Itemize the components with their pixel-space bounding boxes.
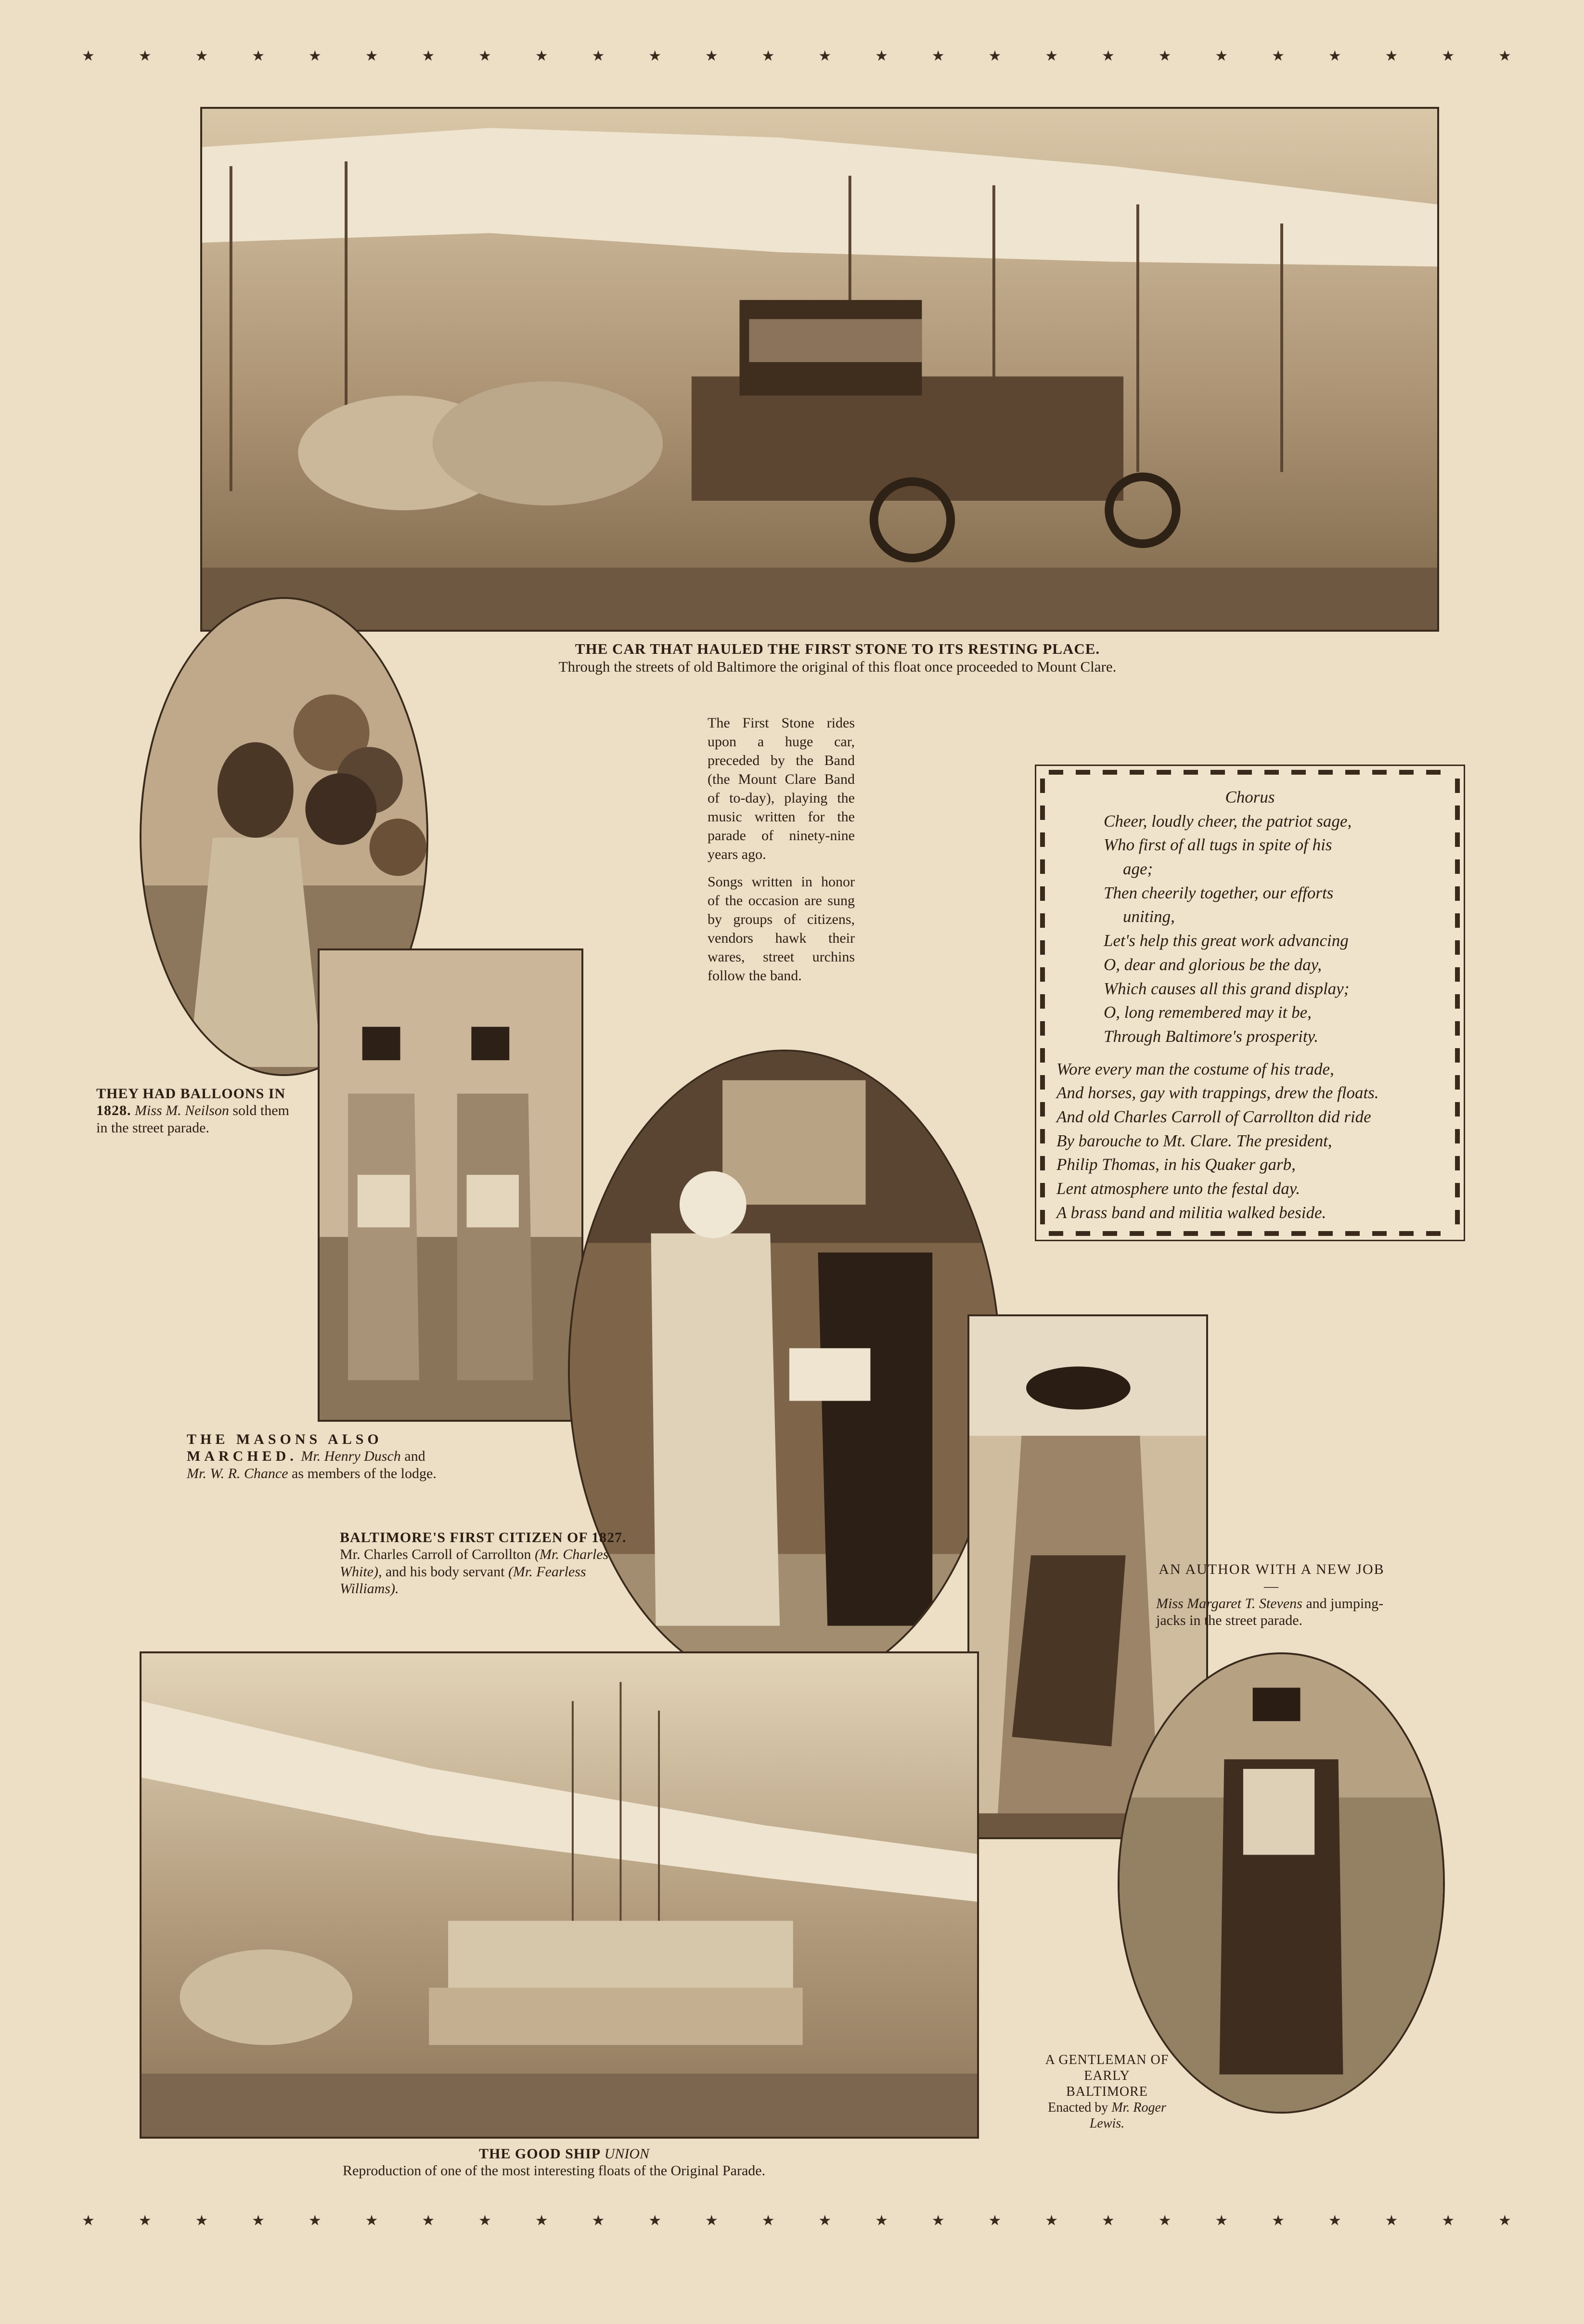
article-paragraph-1: The First Stone rides upon a huge car, preceded by the Band (the Mount Clare Band of to-day), playing the music written for the parade of ninety-nine years ago. bbox=[708, 715, 855, 862]
caption-balloons-body: sold them in the street parade. bbox=[96, 1103, 289, 1136]
caption-masons-name1: Mr. Henry Dusch bbox=[301, 1448, 401, 1465]
chorus-line: Who first of all tugs in spite of his bbox=[1104, 835, 1332, 855]
caption-first-citizen bbox=[340, 1529, 638, 1597]
chorus-line: uniting, bbox=[1123, 907, 1175, 926]
caption-balloons-title: THEY HAD BALLOONS IN 1828. bbox=[96, 1086, 286, 1119]
star-glyph: ★ bbox=[1101, 48, 1115, 64]
caption-masons bbox=[187, 1431, 447, 1482]
star-glyph: ★ bbox=[252, 48, 265, 64]
caption-masons-body: as members of the lodge. bbox=[292, 1465, 437, 1481]
star-glyph: ★ bbox=[818, 48, 832, 64]
caption-good-ship-union bbox=[343, 2145, 786, 2180]
caption-citizen-title: BALTIMORE'S FIRST CITIZEN OF 1827. bbox=[340, 1530, 627, 1545]
chorus-line: age; bbox=[1123, 859, 1153, 879]
caption-ship-title-italic: UNION bbox=[604, 2146, 649, 2162]
poem-border-right bbox=[1455, 779, 1460, 1227]
star-glyph: ★ bbox=[1158, 48, 1172, 64]
star-glyph: ★ bbox=[82, 2213, 95, 2229]
caption-gentleman-name: Mr. Roger Lewis. bbox=[1089, 2100, 1166, 2131]
poem-border-left bbox=[1040, 779, 1045, 1227]
verse-line: Philip Thomas, in his Quaker garb, bbox=[1056, 1155, 1296, 1174]
caption-first-stone-title: THE CAR THAT HAULED THE FIRST STONE TO ITS RESTING PLACE. bbox=[575, 640, 1100, 657]
caption-author-title: AN AUTHOR WITH A NEW JOB— bbox=[1159, 1561, 1385, 1595]
star-glyph: ★ bbox=[931, 48, 945, 64]
star-glyph: ★ bbox=[705, 48, 718, 64]
star-glyph: ★ bbox=[1272, 2213, 1285, 2229]
caption-balloons-name: Miss M. Neilson bbox=[135, 1103, 229, 1119]
star-glyph: ★ bbox=[648, 48, 662, 64]
caption-balloons bbox=[96, 1085, 303, 1136]
star-glyph: ★ bbox=[988, 48, 1002, 64]
chorus-line: O, long remembered may it be, bbox=[1104, 1003, 1312, 1022]
star-glyph: ★ bbox=[1045, 2213, 1058, 2229]
caption-masons-and: and bbox=[404, 1448, 425, 1465]
caption-masons-name2: Mr. W. R. Chance bbox=[187, 1465, 288, 1481]
caption-ship-title: THE GOOD SHIP bbox=[479, 2146, 601, 2162]
chorus-line: Which causes all this grand display; bbox=[1104, 979, 1350, 998]
photo-gentleman bbox=[1118, 1652, 1445, 2114]
star-glyph: ★ bbox=[195, 48, 208, 64]
star-glyph: ★ bbox=[1442, 2213, 1455, 2229]
caption-citizen-body1: Mr. Charles Carroll of Carrollton bbox=[340, 1546, 531, 1563]
star-glyph: ★ bbox=[1328, 2213, 1341, 2229]
chorus-line: Through Baltimore's prosperity. bbox=[1104, 1026, 1318, 1046]
star-glyph: ★ bbox=[761, 48, 775, 64]
caption-masons-title: THE MASONS ALSO MARCHED. bbox=[187, 1431, 383, 1465]
caption-first-stone-body: Through the streets of old Baltimore the original of this float once proceeded to Mount Clare. bbox=[558, 658, 1117, 675]
poem-border-bottom bbox=[1049, 1231, 1451, 1236]
caption-author bbox=[1156, 1561, 1387, 1629]
star-glyph: ★ bbox=[308, 48, 322, 64]
star-glyph: ★ bbox=[931, 2213, 945, 2229]
caption-citizen-name2: (Mr. Fearless Williams). bbox=[340, 1563, 586, 1597]
star-glyph: ★ bbox=[875, 48, 888, 64]
chorus-line: O, dear and glorious be the day, bbox=[1104, 955, 1322, 974]
photo-good-ship-union bbox=[140, 1651, 979, 2139]
chorus-line: Then cheerily together, our efforts bbox=[1104, 883, 1334, 902]
verse-line: And horses, gay with trappings, drew the floats. bbox=[1056, 1083, 1379, 1103]
star-glyph: ★ bbox=[478, 48, 491, 64]
caption-gentleman-body: Enacted by bbox=[1048, 2100, 1108, 2116]
star-glyph: ★ bbox=[1328, 48, 1341, 64]
poem-verse bbox=[1036, 1057, 1464, 1225]
star-row-bottom bbox=[82, 2214, 1511, 2228]
photo-masons bbox=[318, 948, 583, 1422]
star-glyph: ★ bbox=[592, 2213, 605, 2229]
star-glyph: ★ bbox=[535, 48, 548, 64]
chorus-line: Let's help this great work advancing bbox=[1104, 931, 1349, 950]
verse-line: Lent atmosphere unto the festal day. bbox=[1056, 1179, 1301, 1198]
verse-line: And old Charles Carroll of Carrollton did ride bbox=[1056, 1107, 1371, 1126]
star-glyph: ★ bbox=[1385, 2213, 1398, 2229]
star-glyph: ★ bbox=[1101, 2213, 1115, 2229]
star-glyph: ★ bbox=[1272, 48, 1285, 64]
star-glyph: ★ bbox=[252, 2213, 265, 2229]
star-glyph: ★ bbox=[1045, 48, 1058, 64]
star-glyph: ★ bbox=[1442, 48, 1455, 64]
caption-first-stone bbox=[549, 640, 1126, 675]
star-glyph: ★ bbox=[592, 48, 605, 64]
poem-border-top bbox=[1049, 770, 1451, 775]
verse-line: A brass band and militia walked beside. bbox=[1056, 1203, 1326, 1222]
star-glyph: ★ bbox=[422, 2213, 435, 2229]
star-glyph: ★ bbox=[875, 2213, 888, 2229]
star-glyph: ★ bbox=[1215, 48, 1228, 64]
star-glyph: ★ bbox=[82, 48, 95, 64]
star-glyph: ★ bbox=[705, 2213, 718, 2229]
star-glyph: ★ bbox=[648, 2213, 662, 2229]
chorus-poem-box bbox=[1035, 765, 1465, 1241]
article-column bbox=[708, 714, 855, 994]
chorus-line: Cheer, loudly cheer, the patriot sage, bbox=[1104, 811, 1352, 831]
star-glyph: ★ bbox=[1215, 2213, 1228, 2229]
star-glyph: ★ bbox=[761, 2213, 775, 2229]
caption-citizen-name1: (Mr. Charles White), bbox=[340, 1546, 609, 1580]
star-glyph: ★ bbox=[1158, 2213, 1172, 2229]
star-glyph: ★ bbox=[138, 2213, 152, 2229]
caption-author-body: and jumping-jacks in the street parade. bbox=[1156, 1595, 1384, 1629]
star-glyph: ★ bbox=[422, 48, 435, 64]
caption-gentleman bbox=[1044, 2052, 1170, 2131]
star-glyph: ★ bbox=[195, 2213, 208, 2229]
caption-citizen-body2: and his body servant bbox=[385, 1563, 505, 1580]
star-row-top bbox=[82, 49, 1511, 64]
poem-chorus bbox=[1036, 809, 1464, 1049]
caption-ship-body: Reproduction of one of the most interesting floats of the Original Parade. bbox=[343, 2163, 766, 2179]
star-glyph: ★ bbox=[1385, 48, 1398, 64]
star-glyph: ★ bbox=[535, 2213, 548, 2229]
verse-line: By barouche to Mt. Clare. The president, bbox=[1056, 1131, 1332, 1150]
article-paragraph-2: Songs written in honor of the occasion are sung by groups of citizens, vendors hawk their wares, street urchins follow the band. bbox=[708, 874, 855, 984]
star-glyph: ★ bbox=[818, 2213, 832, 2229]
star-glyph: ★ bbox=[365, 48, 378, 64]
photo-first-stone-car bbox=[200, 107, 1439, 632]
star-glyph: ★ bbox=[365, 2213, 378, 2229]
poem-chorus-title: Chorus bbox=[1225, 788, 1275, 806]
star-glyph: ★ bbox=[138, 48, 152, 64]
verse-line: Wore every man the costume of his trade, bbox=[1056, 1059, 1334, 1078]
star-glyph: ★ bbox=[988, 2213, 1002, 2229]
star-glyph: ★ bbox=[1498, 48, 1511, 64]
star-glyph: ★ bbox=[1498, 2213, 1511, 2229]
caption-gentleman-title: A GENTLEMAN OF EARLY BALTIMORE bbox=[1045, 2052, 1169, 2100]
star-glyph: ★ bbox=[308, 2213, 322, 2229]
caption-author-name: Miss Margaret T. Stevens bbox=[1156, 1595, 1302, 1611]
star-glyph: ★ bbox=[478, 2213, 491, 2229]
